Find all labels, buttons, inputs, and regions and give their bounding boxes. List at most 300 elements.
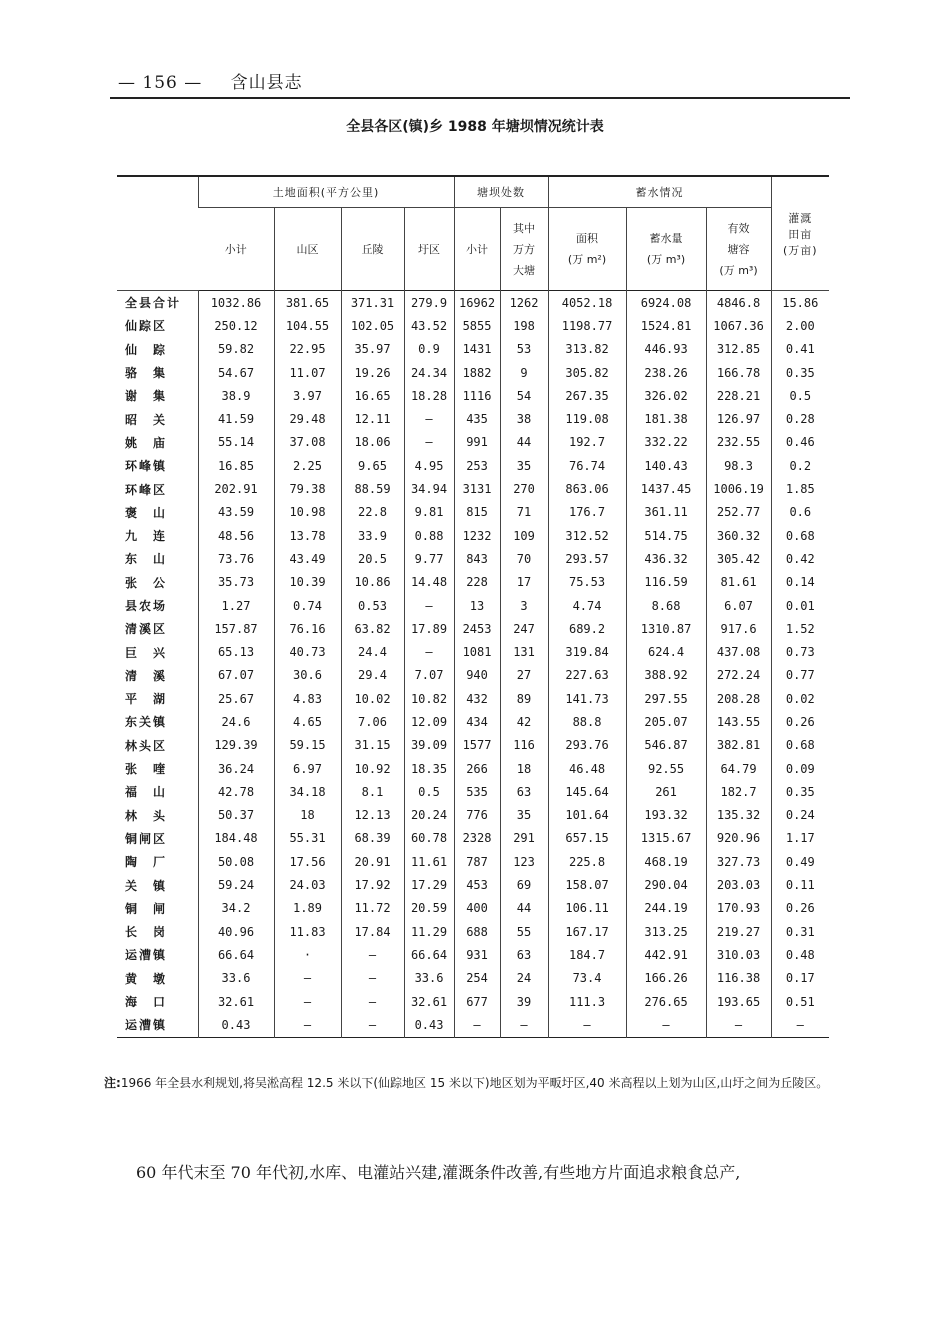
table-cell: · [274,943,341,966]
table-cell: 0.88 [404,524,454,547]
table-cell: 232.55 [706,431,771,454]
table-cell: 293.57 [548,547,626,570]
table-cell: 787 [454,850,500,873]
table-cell: 59.82 [198,338,274,361]
table-row [117,990,829,1013]
table-cell: 250.12 [198,314,274,337]
table-cell: 0.26 [771,710,829,733]
table-cell: 39 [500,990,548,1013]
table-cell: 371.31 [341,291,404,315]
table-row [117,734,829,757]
table-cell: 5855 [454,314,500,337]
table-cell: 10.98 [274,501,341,524]
table-cell: 4.95 [404,454,454,477]
table-cell: 514.75 [626,524,706,547]
table-cell: 54 [500,384,548,407]
table-cell: 158.07 [548,873,626,896]
table-row [117,594,829,617]
table-cell: 18.28 [404,384,454,407]
table-row [117,571,829,594]
table-cell: 32.61 [198,990,274,1013]
table-cell: 361.11 [626,501,706,524]
table-row [117,710,829,733]
table-row [117,943,829,966]
table-cell: — [771,1013,829,1037]
table-cell: 0.68 [771,734,829,757]
region-name: 谢 集 [125,389,168,404]
region-name: 巨 兴 [125,645,168,660]
table-cell: 66.64 [404,943,454,966]
table-cell: 312.52 [548,524,626,547]
table-row [117,873,829,896]
table-cell: 27 [500,664,548,687]
region-name: 陶 厂 [125,855,168,870]
polder-header: 圩区 [404,208,454,291]
table-row [117,524,829,547]
table-cell: 381.65 [274,291,341,315]
table-cell: 41.59 [198,407,274,430]
table-cell: 0.02 [771,687,829,710]
table-cell: 11.29 [404,920,454,943]
region-name: 九 连 [125,529,168,544]
table-row [117,501,829,524]
table-cell: 18 [500,757,548,780]
table-cell: 0.68 [771,524,829,547]
table-row [117,384,829,407]
table-row [117,897,829,920]
irrigation-header: 灌溉 田亩 (万亩) [771,176,829,291]
table-cell: 48.56 [198,524,274,547]
table-cell: — [341,1013,404,1037]
table-cell: 327.73 [706,850,771,873]
table-cell: 326.02 [626,384,706,407]
table-cell: 126.97 [706,407,771,430]
table-cell: — [274,1013,341,1037]
table-cell: 535 [454,780,500,803]
table-row [117,454,829,477]
region-name: 环峰区 [125,482,168,497]
table-row [117,407,829,430]
table-cell: 10.02 [341,687,404,710]
table-cell: 1.52 [771,617,829,640]
table-cell: 129.39 [198,734,274,757]
table-cell: 123 [500,850,548,873]
table-cell: 135.32 [706,804,771,827]
table-cell: 176.7 [548,501,626,524]
table-cell: 102.05 [341,314,404,337]
table-cell: 1.27 [198,594,274,617]
table-cell: 63 [500,943,548,966]
table-cell: 193.32 [626,804,706,827]
table-cell: 19.26 [341,361,404,384]
table-cell: — [341,943,404,966]
table-cell: 143.55 [706,710,771,733]
table-cell: 0.5 [404,780,454,803]
table-cell: 166.78 [706,361,771,384]
table-cell: 2328 [454,827,500,850]
table-cell: 20.24 [404,804,454,827]
region-name: 铜 闸 [125,901,168,916]
table-cell: 33.9 [341,524,404,547]
table-cell: 437.08 [706,640,771,663]
table-cell: 20.59 [404,897,454,920]
table-cell: 4052.18 [548,291,626,315]
table-cell: 940 [454,664,500,687]
table-cell: 1262 [500,291,548,315]
table-cell: 8.68 [626,594,706,617]
table-cell: 166.26 [626,967,706,990]
table-cell: 33.6 [404,967,454,990]
table-cell: 319.84 [548,640,626,663]
table-cell: 66.64 [198,943,274,966]
table-cell: 42.78 [198,780,274,803]
table-cell: 1006.19 [706,477,771,500]
table-cell: 106.11 [548,897,626,920]
table-cell: 546.87 [626,734,706,757]
table-row [117,640,829,663]
table-cell: 59.15 [274,734,341,757]
land-area-header: 土地面积(平方公里) [198,176,454,208]
region-name: 姚 庙 [125,435,168,450]
table-cell: 0.74 [274,594,341,617]
table-cell: 4.74 [548,594,626,617]
table-cell: 917.6 [706,617,771,640]
table-cell: 266 [454,757,500,780]
table-cell: 1.85 [771,477,829,500]
table-cell: 468.19 [626,850,706,873]
table-cell: 276.65 [626,990,706,1013]
table-cell: 73.76 [198,547,274,570]
table-cell: 193.65 [706,990,771,1013]
table-cell: 0.09 [771,757,829,780]
table-row [117,804,829,827]
table-cell: 9 [500,361,548,384]
table-cell: 9.81 [404,501,454,524]
statistics-table [117,175,829,1038]
table-cell: 247 [500,617,548,640]
table-cell: 657.15 [548,827,626,850]
table-cell: 35.97 [341,338,404,361]
table-cell: 18 [274,804,341,827]
table-cell: 18.06 [341,431,404,454]
table-cell: 13.78 [274,524,341,547]
table-cell: 10.39 [274,571,341,594]
table-cell: 1198.77 [548,314,626,337]
land-subtotal-header: 小计 [224,242,247,256]
table-cell: 184.7 [548,943,626,966]
table-cell: 60.78 [404,827,454,850]
table-cell: 279.9 [404,291,454,315]
table-cell: — [706,1013,771,1037]
table-cell: 59.24 [198,873,274,896]
note-text: 1966 年全县水利规划,将吴淞高程 12.5 米以下(仙踪地区 15 米以下)地区划为平畈圩区,40 米高程以上划为山区,山圩之间为丘陵区。 [120,1076,829,1090]
region-name: 县农场 [125,599,168,613]
table-cell: 297.55 [626,687,706,710]
note-label: 注: [104,1076,121,1090]
table-cell: 2.25 [274,454,341,477]
table-cell: — [404,640,454,663]
table-cell: 181.38 [626,407,706,430]
table-cell: 36.24 [198,757,274,780]
table-cell: 79.38 [274,477,341,500]
table-cell: 1081 [454,640,500,663]
table-cell: 0.51 [771,990,829,1013]
region-name: 张 公 [125,575,168,590]
table-body [117,291,829,1038]
region-name: 东 山 [125,552,168,567]
table-cell: 8.1 [341,780,404,803]
table-cell: 65.13 [198,640,274,663]
table-cell: 17 [500,571,548,594]
table-cell: — [404,594,454,617]
table-cell: 1524.81 [626,314,706,337]
page-header [118,68,303,93]
table-cell: 116.59 [626,571,706,594]
table-cell: 12.09 [404,710,454,733]
table-cell: 15.86 [771,291,829,315]
table-cell: 38 [500,407,548,430]
table-cell: 116 [500,734,548,757]
table-cell: 453 [454,873,500,896]
table-cell: 253 [454,454,500,477]
table-cell: 31.15 [341,734,404,757]
area-header: 面积 (万 m²) [548,208,626,291]
table-cell: 2.00 [771,314,829,337]
table-cell: 313.25 [626,920,706,943]
table-cell: 17.29 [404,873,454,896]
table-cell: 434 [454,710,500,733]
table-cell: 1.17 [771,827,829,850]
volume-header: 蓄水量 (万 m³) [626,208,706,291]
table-cell: 0.43 [198,1013,274,1037]
body-paragraph: 60 年代末至 70 年代初,水库、电灌站兴建,灌溉条件改善,有些地方片面追求粮食总产, [136,1163,741,1182]
table-cell: 11.61 [404,850,454,873]
table-cell: 1116 [454,384,500,407]
region-name: 运漕镇 [125,1018,168,1033]
table-cell: 7.07 [404,664,454,687]
table-cell: — [454,1013,500,1037]
table-cell: 0.17 [771,967,829,990]
table-cell: 203.03 [706,873,771,896]
table-cell: 1.89 [274,897,341,920]
table-cell: — [341,967,404,990]
table-cell: 54.67 [198,361,274,384]
table-cell: 920.96 [706,827,771,850]
table-cell: 310.03 [706,943,771,966]
table-cell: 291 [500,827,548,850]
region-name: 东关镇 [125,715,168,730]
table-cell: 12.11 [341,407,404,430]
table-cell: 12.13 [341,804,404,827]
table-cell: 101.64 [548,804,626,827]
table-cell: 313.82 [548,338,626,361]
table-cell: 64.79 [706,757,771,780]
table-cell: 140.43 [626,454,706,477]
table-cell: 446.93 [626,338,706,361]
table-cell: 17.92 [341,873,404,896]
table-cell: 22.8 [341,501,404,524]
table-cell: 42 [500,710,548,733]
table-row [117,757,829,780]
table-cell: 92.55 [626,757,706,780]
table-cell: 71 [500,501,548,524]
table-cell: 14.48 [404,571,454,594]
table-cell: 182.7 [706,780,771,803]
table-cell: 931 [454,943,500,966]
table-cell: 3.97 [274,384,341,407]
table-cell: 40.96 [198,920,274,943]
region-name: 福 山 [125,785,168,800]
table-cell: 88.59 [341,477,404,500]
table-cell: 252.77 [706,501,771,524]
table-cell: 76.74 [548,454,626,477]
table-cell: 6.97 [274,757,341,780]
table-cell: 10.92 [341,757,404,780]
table-cell: 312.85 [706,338,771,361]
table-row [117,664,829,687]
table-cell: 1882 [454,361,500,384]
table-cell: 1232 [454,524,500,547]
table-cell: 32.61 [404,990,454,1013]
table-cell: 16.65 [341,384,404,407]
table-cell: 43.49 [274,547,341,570]
table-cell: 0.5 [771,384,829,407]
table-cell: 3131 [454,477,500,500]
table-cell: 1431 [454,338,500,361]
table-cell: 34.18 [274,780,341,803]
table-cell: 17.89 [404,617,454,640]
table-cell: 0.11 [771,873,829,896]
table-title: 全县各区(镇)乡 1988 年塘坝情况统计表 [346,119,604,135]
table-cell: 24.34 [404,361,454,384]
table-row [117,617,829,640]
table-cell: 863.06 [548,477,626,500]
table-row [117,314,829,337]
table-cell: 34.2 [198,897,274,920]
table-cell: 167.17 [548,920,626,943]
region-name: 昭 关 [125,412,168,427]
table-cell: 50.08 [198,850,274,873]
table-cell: 332.22 [626,431,706,454]
table-cell: 0.49 [771,850,829,873]
table-row [117,687,829,710]
table-cell: 305.42 [706,547,771,570]
header-rule [110,97,850,99]
region-name: 林 头 [125,808,168,823]
table-cell: 75.53 [548,571,626,594]
region-name: 张 喹 [125,762,168,777]
table-cell: 4.83 [274,687,341,710]
table-cell: 17.56 [274,850,341,873]
table-cell: 67.07 [198,664,274,687]
table-cell: 0.14 [771,571,829,594]
table-cell: 24.03 [274,873,341,896]
table-cell: 1315.67 [626,827,706,850]
table-cell: 17.84 [341,920,404,943]
table-row [117,780,829,803]
table-cell: 272.24 [706,664,771,687]
table-cell: 0.48 [771,943,829,966]
table-cell: 43.52 [404,314,454,337]
table-cell: 44 [500,431,548,454]
table-cell: 270 [500,477,548,500]
table-cell: — [500,1013,548,1037]
table-cell: — [548,1013,626,1037]
table-cell: 29.48 [274,407,341,430]
table-cell: 0.28 [771,407,829,430]
table-cell: 293.76 [548,734,626,757]
region-name: 铜闸区 [125,831,168,846]
table-cell: 10.86 [341,571,404,594]
table-cell: 111.3 [548,990,626,1013]
table-cell: 436.32 [626,547,706,570]
table-cell: 843 [454,547,500,570]
table-cell: — [274,990,341,1013]
table-cell: 30.6 [274,664,341,687]
table-cell: 131 [500,640,548,663]
table-cell: 290.04 [626,873,706,896]
table-cell: 24.6 [198,710,274,733]
region-name: 林头区 [125,738,168,753]
table-cell: 37.08 [274,431,341,454]
table-row [117,850,829,873]
table-cell: 225.8 [548,850,626,873]
table-row [117,547,829,570]
table-cell: 141.73 [548,687,626,710]
table-cell: 202.91 [198,477,274,500]
table-cell: 68.39 [341,827,404,850]
table-cell: 244.19 [626,897,706,920]
table-cell: 53 [500,338,548,361]
table-row [117,431,829,454]
table-cell: 145.64 [548,780,626,803]
table-cell: 76.16 [274,617,341,640]
table-cell: 0.53 [341,594,404,617]
table-cell: 1067.36 [706,314,771,337]
table-cell: 16962 [454,291,500,315]
table-cell: 1577 [454,734,500,757]
table-cell: 13 [454,594,500,617]
table-cell: 0.35 [771,361,829,384]
table-cell: 22.95 [274,338,341,361]
table-cell: 70 [500,547,548,570]
table-cell: 10.82 [404,687,454,710]
table-cell: 0.46 [771,431,829,454]
table-cell: 98.3 [706,454,771,477]
table-cell: 2453 [454,617,500,640]
table-cell: 9.77 [404,547,454,570]
table-cell: 88.8 [548,710,626,733]
table-cell: 20.5 [341,547,404,570]
table-cell: 4846.8 [706,291,771,315]
big-ponds-header: 其中 万方 大塘 [500,208,548,291]
table-row [117,338,829,361]
table-cell: 228.21 [706,384,771,407]
table-row [117,291,829,315]
table-cell: 991 [454,431,500,454]
region-name: 清溪区 [125,622,168,637]
table-cell: — [404,407,454,430]
table-cell: 24.4 [341,640,404,663]
table-cell: 238.26 [626,361,706,384]
table-cell: 219.27 [706,920,771,943]
table-cell: 0.9 [404,338,454,361]
table-cell: 776 [454,804,500,827]
table-cell: 55.31 [274,827,341,850]
table-cell: 38.9 [198,384,274,407]
table-cell: 435 [454,407,500,430]
region-name: 仙踪区 [125,319,168,334]
